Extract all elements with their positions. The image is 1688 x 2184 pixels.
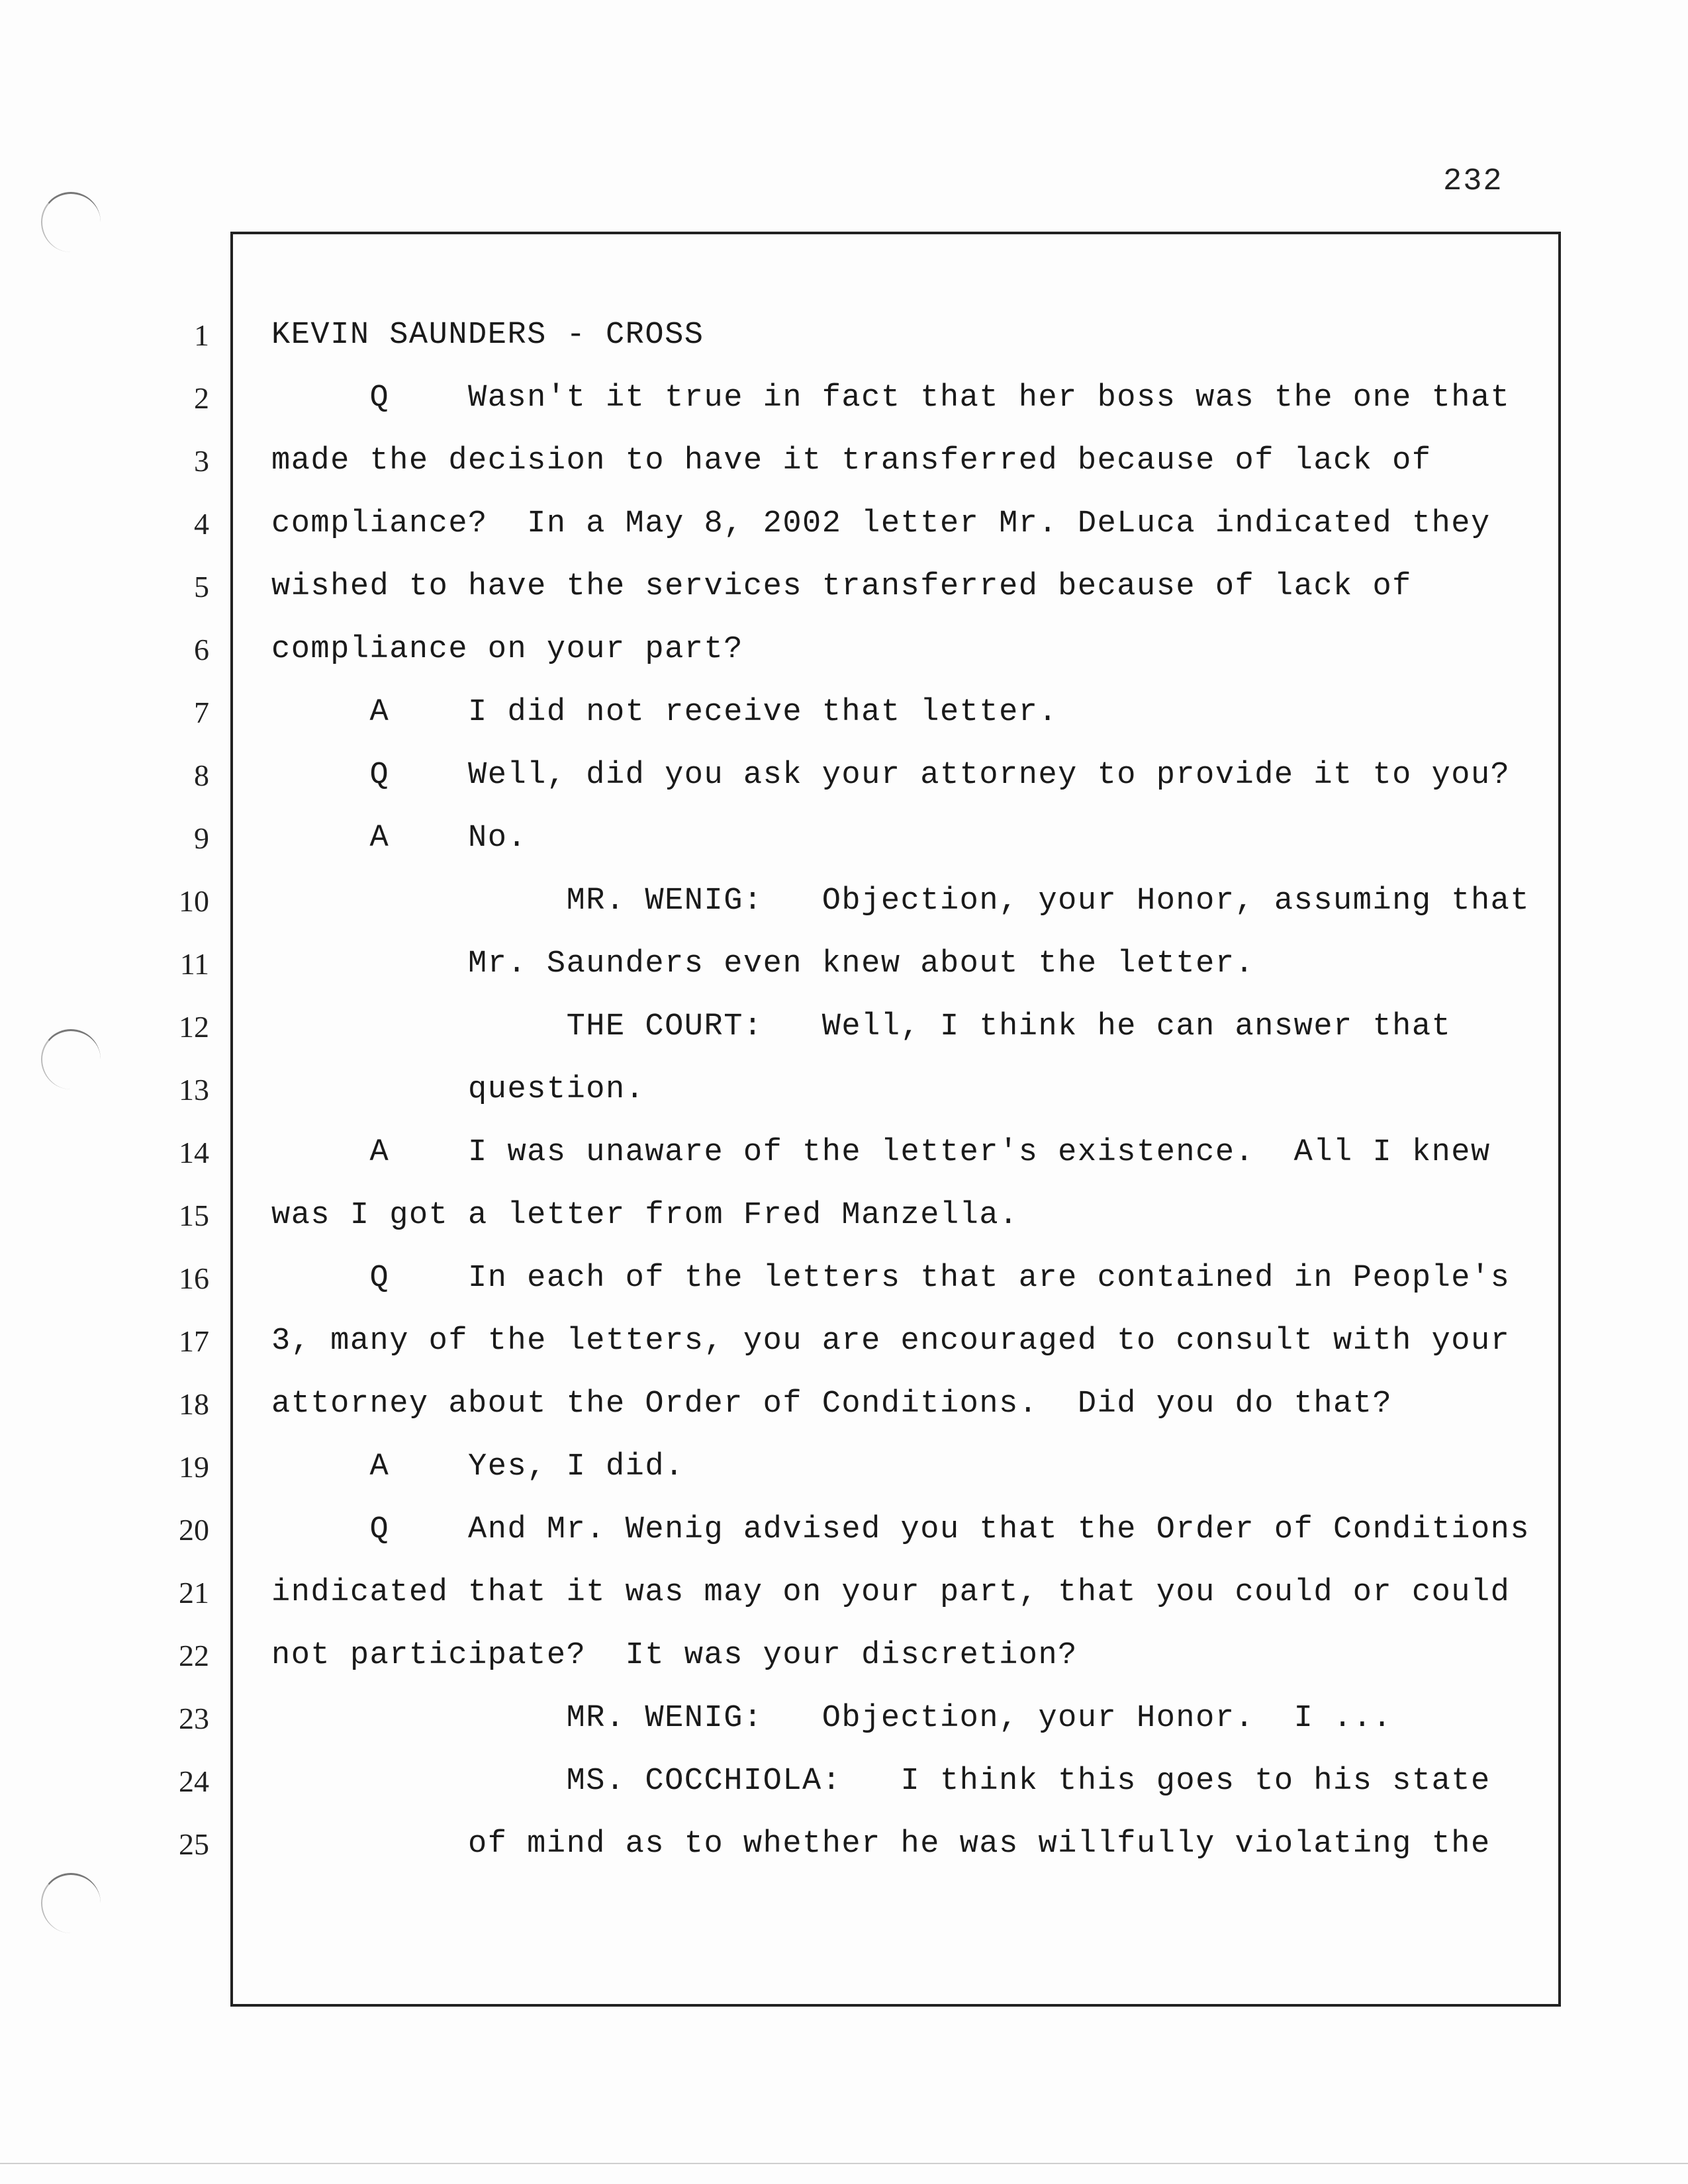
- transcript-line: A I was unaware of the letter's existence. All I knew: [271, 1135, 1491, 1170]
- line-number: 7: [194, 696, 209, 729]
- transcript-line: Q Well, did you ask your attorney to provide it to you?: [271, 758, 1511, 793]
- page-number: 232: [1443, 164, 1503, 199]
- transcript-line: was I got a letter from Fred Manzella.: [271, 1198, 1019, 1233]
- line-number: 17: [179, 1324, 209, 1358]
- line-number: 4: [194, 507, 209, 541]
- transcript-line: compliance? In a May 8, 2002 letter Mr. DeLuca indicated they: [271, 506, 1491, 541]
- transcript-line: of mind as to whether he was willfully violating the: [271, 1827, 1491, 1862]
- transcript-frame: [230, 232, 1561, 2007]
- transcript-line: Mr. Saunders even knew about the letter.: [271, 946, 1255, 981]
- transcript-line: Q Wasn't it true in fact that her boss was the one that: [271, 381, 1511, 416]
- transcript-line: indicated that it was may on your part, that you could or could: [271, 1575, 1511, 1610]
- transcript-line: A I did not receive that letter.: [271, 695, 1058, 730]
- transcript-line: not participate? It was your discretion?: [271, 1638, 1078, 1673]
- line-number: 15: [179, 1199, 209, 1232]
- line-number: 12: [179, 1010, 209, 1044]
- line-number: 19: [179, 1450, 209, 1484]
- binder-hole: [41, 1029, 101, 1089]
- transcript-line: MR. WENIG: Objection, your Honor. I ...: [271, 1701, 1393, 1736]
- binder-hole: [41, 1873, 101, 1933]
- line-number: 21: [179, 1576, 209, 1610]
- line-number: 23: [179, 1702, 209, 1735]
- line-number: 1: [194, 318, 209, 352]
- line-number: 14: [179, 1136, 209, 1169]
- line-number: 10: [179, 884, 209, 918]
- transcript-line: attorney about the Order of Conditions. Did you do that?: [271, 1387, 1393, 1422]
- line-number: 6: [194, 633, 209, 666]
- transcript-line: MS. COCCHIOLA: I think this goes to his state: [271, 1764, 1491, 1799]
- transcript-line: compliance on your part?: [271, 632, 743, 667]
- transcript-line: made the decision to have it transferred because of lack of: [271, 443, 1432, 478]
- line-number: 20: [179, 1513, 209, 1547]
- page-edge: [0, 2163, 1688, 2164]
- transcript-line: 3, many of the letters, you are encouraged to consult with your: [271, 1324, 1511, 1359]
- binder-hole: [41, 192, 101, 252]
- line-number: 16: [179, 1261, 209, 1295]
- transcript-line: A No.: [271, 821, 528, 856]
- line-number: 2: [194, 381, 209, 415]
- transcript-line: question.: [271, 1072, 645, 1107]
- transcript-line: wished to have the services transferred because of lack of: [271, 569, 1412, 604]
- line-number: 18: [179, 1387, 209, 1421]
- line-number: 13: [179, 1073, 209, 1107]
- line-number: 5: [194, 570, 209, 604]
- line-number: 3: [194, 444, 209, 478]
- transcript-line: Q In each of the letters that are contained in People's: [271, 1261, 1511, 1296]
- transcript-line: KEVIN SAUNDERS - CROSS: [271, 318, 704, 353]
- transcript-line: MR. WENIG: Objection, your Honor, assuming that: [271, 884, 1530, 919]
- transcript-line: Q And Mr. Wenig advised you that the Order of Conditions: [271, 1512, 1530, 1547]
- line-number: 8: [194, 758, 209, 792]
- line-number: 22: [179, 1639, 209, 1672]
- line-number: 9: [194, 821, 209, 855]
- line-number: 25: [179, 1827, 209, 1861]
- transcript-line: A Yes, I did.: [271, 1449, 684, 1484]
- line-number: 24: [179, 1764, 209, 1798]
- transcript-line: THE COURT: Well, I think he can answer that: [271, 1009, 1452, 1044]
- line-number: 11: [179, 947, 209, 981]
